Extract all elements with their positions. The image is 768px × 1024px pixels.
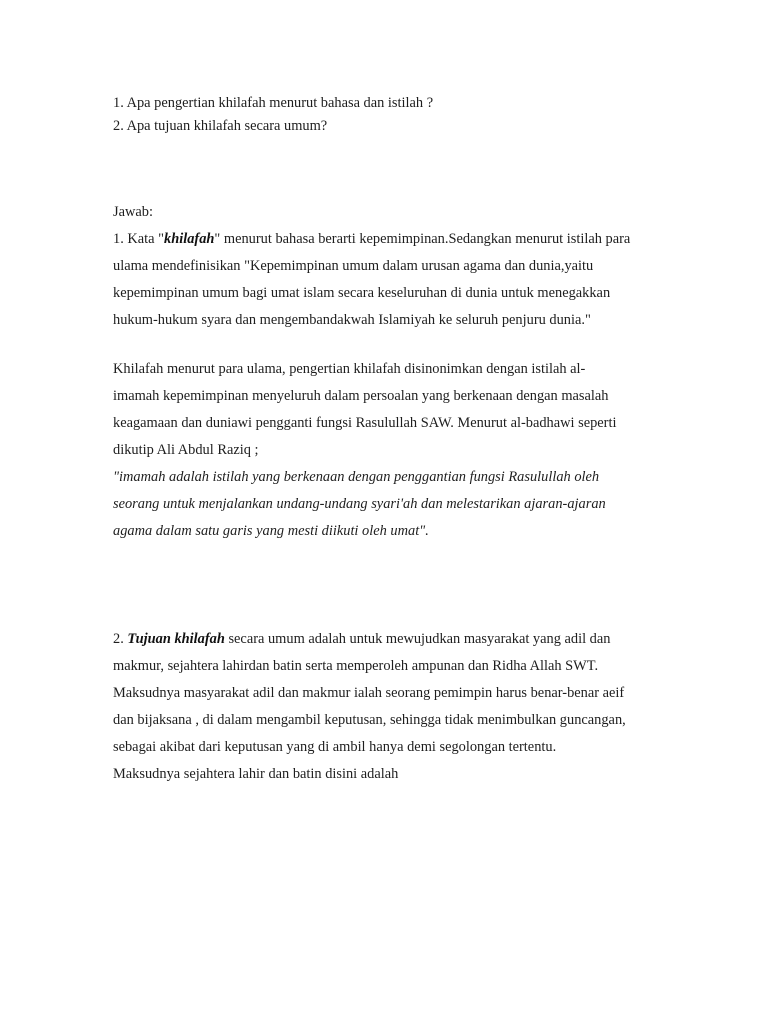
question-1: 1. Apa pengertian khilafah menurut bahasa dan istilah ? <box>113 95 434 111</box>
questions-block <box>113 92 658 138</box>
answer-1-suffix: " menurut bahasa berarti kepemimpinan.Sedangkan menurut istilah para <box>214 231 631 247</box>
answer-2-block <box>113 626 658 788</box>
answer-2-prefix: 2. <box>113 631 128 647</box>
question-2: 2. Apa tujuan khilafah secara umum? <box>113 118 328 134</box>
answer-1-prefix: 1. Kata " <box>113 231 165 247</box>
paragraph-2-line: dikutip Ali Abdul Raziq ; <box>113 442 259 458</box>
answer-heading: Jawab: <box>113 204 153 220</box>
answer-1-line: ulama mendefinisikan "Kepemimpinan umum dalam urusan agama dan dunia,yaitu <box>113 258 594 274</box>
answer-1-block <box>113 199 658 334</box>
answer-2-first-line <box>113 626 658 653</box>
answer-1-line: kepemimpinan umum bagi umat islam secara keseluruhan di dunia untuk menegakkan <box>113 285 611 301</box>
answer-2-suffix: secara umum adalah untuk mewujudkan masyarakat yang adil dan <box>224 631 611 647</box>
quote-line: "imamah adalah istilah yang berkenaan dengan penggantian fungsi Rasulullah oleh <box>113 469 600 485</box>
answer-2-line: Maksudnya sejahtera lahir dan batin disini adalah <box>113 766 399 782</box>
answer-1-term: khilafah <box>164 231 215 247</box>
paragraph-2-line: imamah kepemimpinan menyeluruh dalam persoalan yang berkenaan dengan masalah <box>113 388 609 404</box>
answer-2-line: makmur, sejahtera lahirdan batin serta memperoleh ampunan dan Ridha Allah SWT. <box>113 658 599 674</box>
paragraph-2-line: keagamaan dan duniawi pengganti fungsi Rasulullah SAW. Menurut al-badhawi seperti <box>113 415 617 431</box>
answer-2-line: sebagai akibat dari keputusan yang di ambil hanya demi segolongan tertentu. <box>113 739 557 755</box>
answer-1-first-line <box>113 226 658 253</box>
paragraph-2-block <box>113 356 658 545</box>
answer-1-line: hukum-hukum syara dan mengembandakwah Islamiyah ke seluruh penjuru dunia." <box>113 312 591 328</box>
quote-line: seorang untuk menjalankan undang-undang syari'ah dan melestarikan ajaran-ajaran <box>113 496 606 512</box>
quote-line: agama dalam satu garis yang mesti diikuti oleh umat". <box>113 523 429 539</box>
answer-2-line: dan bijaksana , di dalam mengambil keputusan, sehingga tidak menimbulkan guncangan, <box>113 712 626 728</box>
answer-2-term: Tujuan khilafah <box>127 631 225 647</box>
answer-2-line: Maksudnya masyarakat adil dan makmur ialah seorang pemimpin harus benar-benar aeif <box>113 685 625 701</box>
paragraph-2-line: Khilafah menurut para ulama, pengertian khilafah disinonimkan dengan istilah al- <box>113 361 586 377</box>
